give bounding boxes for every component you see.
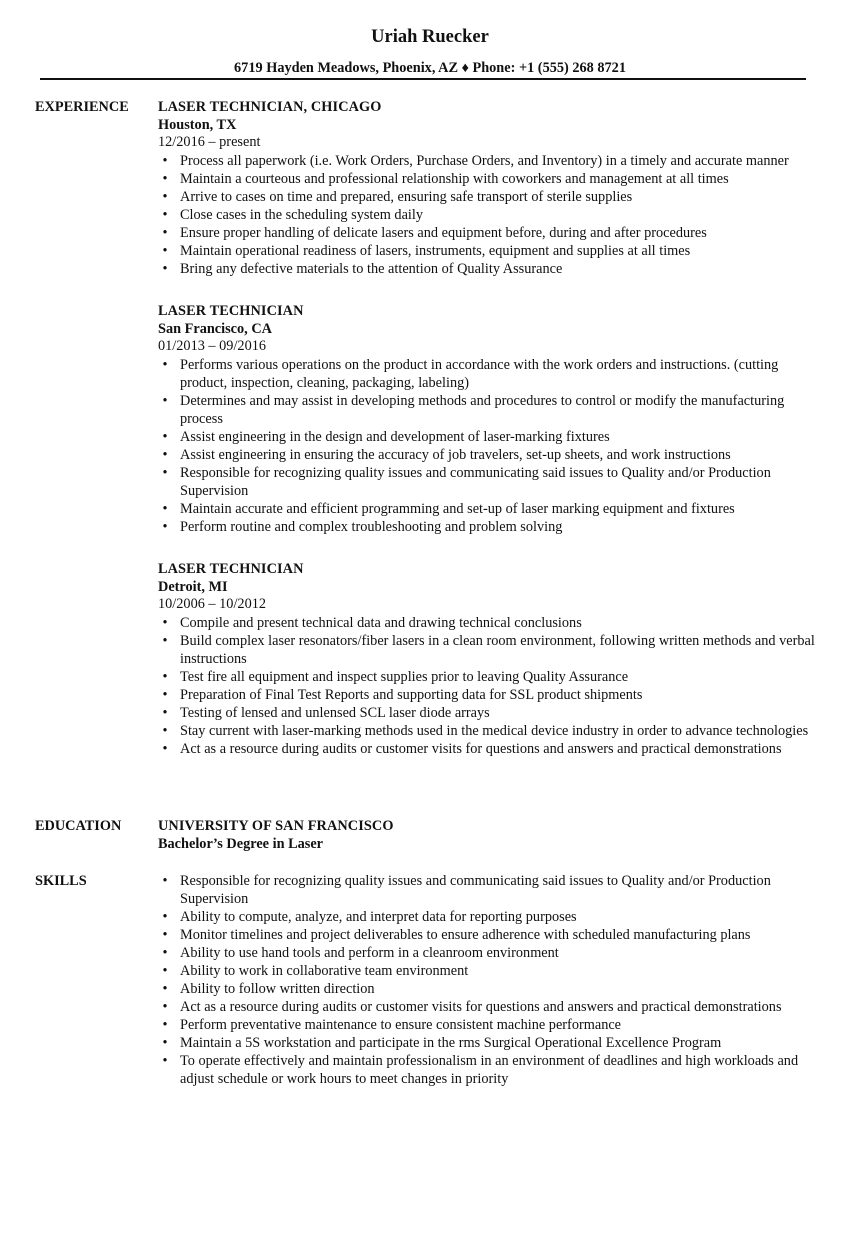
bullet-icon: • <box>162 261 168 277</box>
bullet-item: • Act as a resource during audits or customer visits for questions and answers and practical demonstrations <box>158 740 818 758</box>
skill-item: • Ability to follow written direction <box>158 980 818 998</box>
job-title: LASER TECHNICIAN, CHICAGO <box>158 99 382 115</box>
bullet-icon: • <box>162 723 168 739</box>
bullet-icon: • <box>162 519 168 535</box>
section-title-skills: SKILLS <box>35 873 87 889</box>
bullet-item: • Process all paperwork (i.e. Work Orders, Purchase Orders, and Inventory) in a timely and accurate manner <box>158 152 818 170</box>
bullet-item: • Testing of lensed and unlensed SCL laser diode arrays <box>158 704 818 722</box>
bullet-item: • Ensure proper handling of delicate lasers and equipment before, during and after procedures <box>158 224 818 242</box>
job-location: Houston, TX <box>158 117 237 133</box>
skill-item: • Monitor timelines and project deliverables to ensure adherence with scheduled manufacturing plans <box>158 926 818 944</box>
education-entry <box>158 817 818 853</box>
bullet-item: • Stay current with laser-marking methods used in the medical device industry in order to advance technologies <box>158 722 818 740</box>
job-title: LASER TECHNICIAN <box>158 561 304 577</box>
skill-item: • To operate effectively and maintain professionalism in an environment of deadlines and high workloads and adjust schedule or work hours to meet changes in priority <box>158 1052 818 1088</box>
skill-item: • Ability to use hand tools and perform in a cleanroom environment <box>158 944 818 962</box>
job-dates: 01/2013 – 09/2016 <box>158 338 267 354</box>
bullet-item: • Close cases in the scheduling system daily <box>158 206 818 224</box>
bullet-icon: • <box>162 741 168 757</box>
bullet-icon: • <box>162 633 168 649</box>
contact-line: 6719 Hayden Meadows, Phoenix, AZ ♦ Phone: +1 (555) 268 8721 <box>234 60 626 76</box>
bullet-item: • Assist engineering in ensuring the accuracy of job travelers, set-up sheets, and work instructions <box>158 446 818 464</box>
bullet-item: • Compile and present technical data and drawing technical conclusions <box>158 614 818 632</box>
bullet-item: • Test fire all equipment and inspect supplies prior to leaving Quality Assurance <box>158 668 818 686</box>
education-degree: Bachelor’s Degree in Laser <box>158 836 324 852</box>
bullet-icon: • <box>162 393 168 409</box>
bullet-icon: • <box>162 927 168 943</box>
skill-item: • Ability to work in collaborative team environment <box>158 962 818 980</box>
bullet-icon: • <box>162 447 168 463</box>
bullet-item: • Maintain operational readiness of lasers, instruments, equipment and supplies at all times <box>158 242 818 260</box>
bullet-icon: • <box>162 945 168 961</box>
bullet-icon: • <box>162 615 168 631</box>
bullet-item: • Arrive to cases on time and prepared, ensuring safe transport of sterile supplies <box>158 188 818 206</box>
bullet-item: • Maintain a courteous and professional relationship with coworkers and management at all times <box>158 170 818 188</box>
skill-item: • Responsible for recognizing quality issues and communicating said issues to Quality and/or Production Supervision <box>158 872 818 908</box>
bullet-item: • Performs various operations on the product in accordance with the work orders and instructions. (cutting product, inspection, cleaning, packaging, labeling) <box>158 356 818 392</box>
bullet-icon: • <box>162 1017 168 1033</box>
bullet-icon: • <box>162 225 168 241</box>
candidate-name: Uriah Ruecker <box>371 27 489 47</box>
skill-item: • Perform preventative maintenance to ensure consistent machine performance <box>158 1016 818 1034</box>
bullet-icon: • <box>162 243 168 259</box>
skill-item: • Act as a resource during audits or customer visits for questions and answers and practical demonstrations <box>158 998 818 1016</box>
bullet-icon: • <box>162 981 168 997</box>
bullet-item: • Perform routine and complex troubleshooting and problem solving <box>158 518 818 536</box>
bullet-icon: • <box>162 357 168 373</box>
job-title: LASER TECHNICIAN <box>158 303 304 319</box>
bullet-icon: • <box>162 669 168 685</box>
job-entry <box>158 302 818 536</box>
experience-list <box>158 98 818 782</box>
bullet-icon: • <box>162 171 168 187</box>
skill-item: • Ability to compute, analyze, and interpret data for reporting purposes <box>158 908 818 926</box>
bullet-icon: • <box>162 963 168 979</box>
job-entry <box>158 98 818 278</box>
bullet-item: • Maintain accurate and efficient programming and set-up of laser marking equipment and fixtures <box>158 500 818 518</box>
bullet-icon: • <box>162 189 168 205</box>
bullet-icon: • <box>162 909 168 925</box>
education-school: UNIVERSITY OF SAN FRANCISCO <box>158 818 394 834</box>
job-location: San Francisco, CA <box>158 321 272 337</box>
bullet-item: • Assist engineering in the design and development of laser-marking fixtures <box>158 428 818 446</box>
section-title-education: EDUCATION <box>35 818 122 834</box>
job-dates: 10/2006 – 10/2012 <box>158 596 267 612</box>
bullet-item: • Preparation of Final Test Reports and supporting data for SSL product shipments <box>158 686 818 704</box>
bullet-item: • Build complex laser resonators/fiber lasers in a clean room environment, following written methods and verbal instructions <box>158 632 818 668</box>
job-location: Detroit, MI <box>158 579 228 595</box>
bullet-item: • Determines and may assist in developing methods and procedures to control or modify the manufacturing process <box>158 392 818 428</box>
bullet-icon: • <box>162 1035 168 1051</box>
section-title-experience: EXPERIENCE <box>35 99 129 115</box>
bullet-icon: • <box>162 873 168 889</box>
skills-list <box>158 872 818 1088</box>
header-divider <box>40 78 806 80</box>
bullet-icon: • <box>162 1053 168 1069</box>
skill-item: • Maintain a 5S workstation and participate in the rms Surgical Operational Excellence Program <box>158 1034 818 1052</box>
bullet-icon: • <box>162 429 168 445</box>
bullet-icon: • <box>162 687 168 703</box>
bullet-icon: • <box>162 999 168 1015</box>
job-bullets <box>158 614 818 758</box>
job-bullets <box>158 356 818 536</box>
bullet-icon: • <box>162 465 168 481</box>
job-dates: 12/2016 – present <box>158 134 261 150</box>
bullet-item: • Responsible for recognizing quality issues and communicating said issues to Quality and/or Production Supervision <box>158 464 818 500</box>
skills-bullets <box>158 872 818 1088</box>
job-bullets <box>158 152 818 278</box>
bullet-icon: • <box>162 705 168 721</box>
bullet-item: • Bring any defective materials to the attention of Quality Assurance <box>158 260 818 278</box>
bullet-icon: • <box>162 153 168 169</box>
bullet-icon: • <box>162 207 168 223</box>
job-entry <box>158 560 818 758</box>
bullet-icon: • <box>162 501 168 517</box>
